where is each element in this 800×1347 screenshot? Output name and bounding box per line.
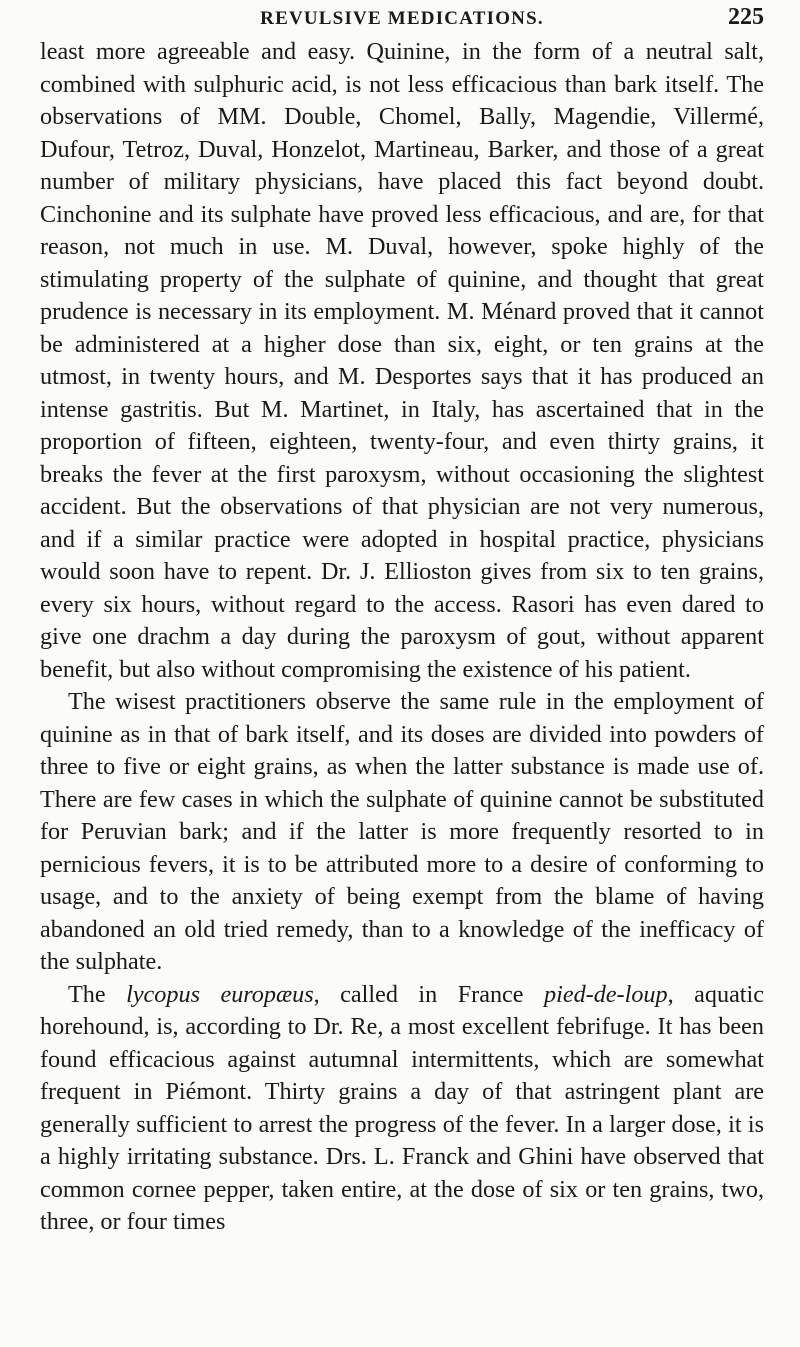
common-name-italic: pied-de-loup: [544, 980, 668, 1008]
body-text: [40, 36, 764, 1239]
species-name-italic: lycopus europæus: [126, 980, 314, 1008]
paragraph-2-text: The wisest practitioners observe the same rule in the employment of quinine as in that of bark itself, and its doses are divided into powders of three to five or eight grains, as when the latter substance is made use of. There are few cases in which the sulphate of quinine cannot be substituted for Peruvian bark; and if the latter is more frequently resorted to in pernicious fevers, it is to be attributed more to a desire of conforming to usage, and to the anxiety of being exempt from the blame of having abandoned an old tried remedy, than to a knowledge of the inefficacy of the sulphate.: [40, 688, 764, 975]
running-title: REVULSIVE MEDICATIONS.: [260, 8, 544, 29]
paragraph-3: [40, 979, 764, 1239]
running-head: [40, 4, 764, 34]
paragraph-1-text: least more agreeable and easy. Quinine, in the form of a neutral salt, combined with sulphuric acid, is not less efficacious than bark itself. The observations of MM. Double, Chomel, Bally, Magendie, Villermé, Dufour, Tetroz, Duval, Honzelot, Martineau, Barker, and those of a great number of military physicians, have placed this fact beyond doubt. Cinchonine and its sulphate have proved less efficacious, and are, for that reason, not much in use. M. Duval, however, spoke highly of the stimulating property of the sulphate of quinine, and thought that great prudence is necessary in its employment. M. Ménard proved that it cannot be administered at a higher dose than six, eight, or ten grains at the utmost, in twenty hours, and M. Desportes says that it has produced an intense gastritis. But M. Martinet, in Italy, has ascertained that in the proportion of fifteen, eighteen, twenty-four, and even thirty grains, it breaks the fever at the first paroxysm, without occasioning the slightest accident. But the observations of that physician are not very numerous, and if a similar practice were adopted in hospital practice, physicians would soon have to repent. Dr. J. Ellioston gives from six to ten grains, every six hours, without regard to the access. Rasori has even dared to give one drachm a day during the paroxysm of gout, without apparent benefit, but also without compromising the existence of his patient.: [40, 38, 764, 683]
page-number: 225: [728, 4, 764, 30]
paragraph-1: [40, 36, 764, 686]
paragraph-3-text-3: , aquatic horehound, is, according to Dr. Re, a most excellent febrifuge. It has been found efficacious against autumnal intermittents, which are somewhat frequent in Piémont. Thirty grains a day of that astringent plant are generally sufficient to arrest the progress of the fever. In a larger dose, it is a highly irritating substance. Drs. L. Franck and Ghini have observed that common cornee pepper, taken entire, at the dose of six or ten grains, two, three, or four times: [40, 980, 764, 1235]
paragraph-3-text-2: , called in France: [313, 980, 545, 1008]
paragraph-2: [40, 686, 764, 979]
paragraph-3-text-1: The: [68, 980, 127, 1008]
